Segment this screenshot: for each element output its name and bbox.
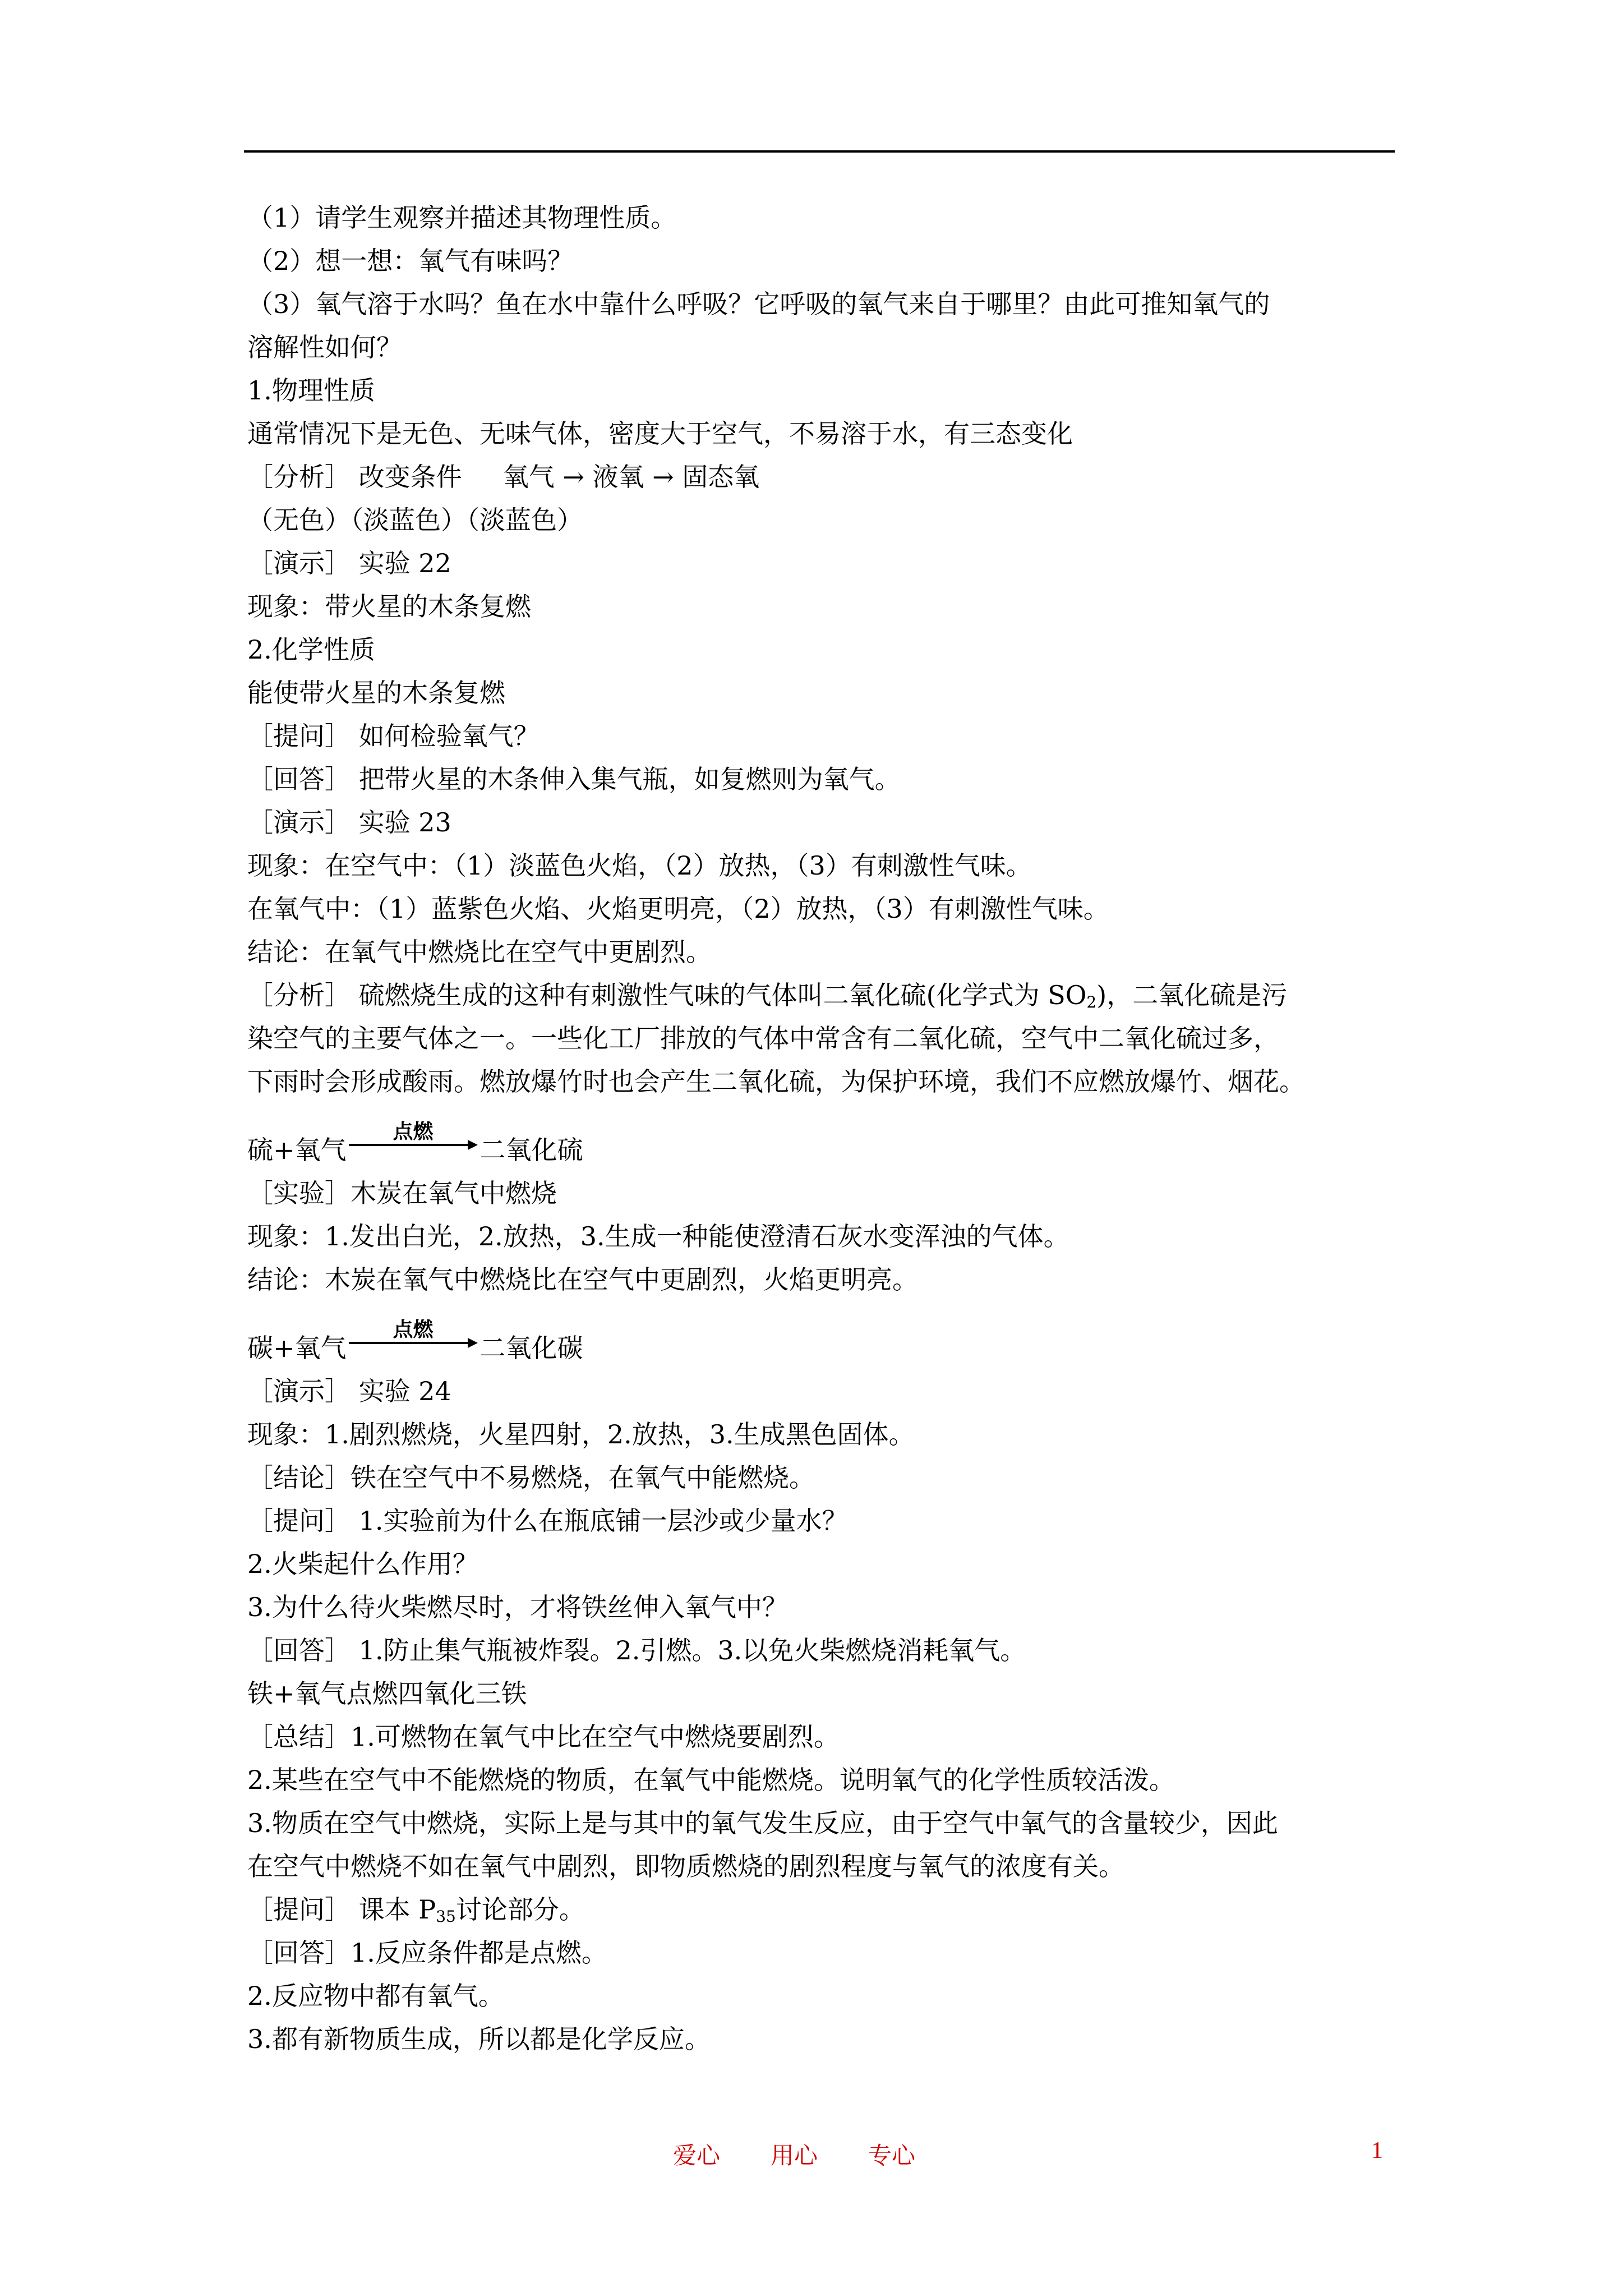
text-line: ［总结］1.可燃物在氧气中比在空气中燃烧要剧烈。 bbox=[247, 1722, 840, 1752]
text-line: ［回答］ 把带火星的木条伸入集气瓶，如复燃则为氧气。 bbox=[247, 764, 901, 794]
textbook-question-text: ［提问］ 课本 P bbox=[247, 1894, 436, 1925]
text-line: ［提问］ 如何检验氧气？ bbox=[247, 721, 540, 751]
arrow-icon bbox=[349, 1337, 478, 1349]
text-line: ［演示］ 实验 24 bbox=[247, 1376, 451, 1406]
equation-reactants: 硫+氧气 bbox=[247, 1135, 347, 1165]
text-line: ［分析］ 改变条件 氧气 → 液氧 → 固态氧 bbox=[247, 462, 760, 492]
text-line: 现象：1.发出白光，2.放热，3.生成一种能使澄清石灰水变浑浊的气体。 bbox=[247, 1221, 1069, 1251]
reaction-condition: 点燃 bbox=[393, 1318, 434, 1341]
text-line: 2.某些在空气中不能燃烧的物质，在氧气中能燃烧。说明氧气的化学性质较活泼。 bbox=[247, 1765, 1175, 1795]
page-number: 1 bbox=[1371, 2138, 1383, 2164]
so2-analysis-text-end: )，二氧化硫是污 bbox=[1096, 980, 1288, 1010]
sulfur-equation bbox=[247, 1120, 1395, 1172]
section-heading-physical: 1.物理性质 bbox=[247, 375, 375, 406]
reaction-arrow bbox=[349, 1120, 478, 1172]
text-line: 染空气的主要气体之一。一些化工厂排放的气体中常含有二氧化硫，空气中二氧化硫过多， bbox=[247, 1023, 1279, 1053]
text-line: 下雨时会形成酸雨。燃放爆竹时也会产生二氧化硫，为保护环境，我们不应燃放爆竹、烟花。 bbox=[247, 1066, 1305, 1097]
equation-product: 二氧化硫 bbox=[479, 1135, 583, 1165]
text-line: 现象：1.剧烈燃烧，火星四射，2.放热，3.生成黑色固体。 bbox=[247, 1419, 915, 1450]
footer-motto-item: 爱心 bbox=[673, 2142, 721, 2169]
equation-reactants: 碳+氧气 bbox=[247, 1333, 347, 1363]
reaction-arrow bbox=[349, 1318, 478, 1370]
textbook-question-line bbox=[247, 1888, 1395, 1931]
text-line: 3.为什么待火柴燃尽时，才将铁丝伸入氧气中？ bbox=[247, 1592, 788, 1622]
arrow-icon bbox=[349, 1139, 478, 1151]
textbook-question-text-end: 讨论部分。 bbox=[455, 1894, 585, 1925]
text-line: （3）氧气溶于水吗？鱼在水中靠什么呼吸？它呼吸的氧气来自于哪里？由此可推知氧气的 bbox=[247, 289, 1270, 319]
text-line: （1）请学生观察并描述其物理性质。 bbox=[247, 203, 677, 233]
text-line: ［演示］ 实验 23 bbox=[247, 807, 451, 838]
text-line: ［实验］木炭在氧气中燃烧 bbox=[247, 1178, 557, 1208]
text-line: ［回答］1.反应条件都是点燃。 bbox=[247, 1938, 607, 1968]
text-line: 溶解性如何？ bbox=[247, 332, 402, 362]
text-line: 现象：在空气中：（1）淡蓝色火焰，（2）放热，（3）有刺激性气味。 bbox=[247, 850, 1032, 881]
text-line: （无色）（淡蓝色）（淡蓝色） bbox=[247, 505, 583, 535]
text-line: ［结论］铁在空气中不易燃烧，在氧气中能燃烧。 bbox=[247, 1462, 815, 1493]
text-line: 结论：在氧气中燃烧比在空气中更剧烈。 bbox=[247, 937, 712, 967]
text-line: 通常情况下是无色、无味气体，密度大于空气，不易溶于水，有三态变化 bbox=[247, 418, 1073, 449]
text-line: ［演示］ 实验 22 bbox=[247, 548, 451, 578]
text-line: ［回答］ 1.防止集气瓶被炸裂。2.引燃。3.以免火柴燃烧消耗氧气。 bbox=[247, 1635, 1026, 1665]
text-line: 3.都有新物质生成，所以都是化学反应。 bbox=[247, 2024, 711, 2054]
text-line: （2）想一想：氧气有味吗？ bbox=[247, 246, 574, 276]
page-subscript: 35 bbox=[436, 1907, 456, 1926]
section-heading-chemical: 2.化学性质 bbox=[247, 634, 375, 665]
equation-product: 二氧化碳 bbox=[479, 1333, 583, 1363]
text-line: 2.反应物中都有氧气。 bbox=[247, 1981, 504, 2011]
text-line: 2.火柴起什么作用？ bbox=[247, 1549, 478, 1579]
text-line: 在空气中燃烧不如在氧气中剧烈，即物质燃烧的剧烈程度与氧气的浓度有关。 bbox=[247, 1851, 1124, 1881]
text-line: 现象：带火星的木条复燃 bbox=[247, 591, 531, 622]
so2-analysis-text: ［分析］ 硫燃烧生成的这种有刺激性气味的气体叫二氧化硫(化学式为 SO bbox=[247, 980, 1087, 1010]
reaction-condition: 点燃 bbox=[393, 1120, 434, 1143]
footer-motto-item: 专心 bbox=[868, 2142, 916, 2169]
text-line: 铁+氧气点燃四氧化三铁 bbox=[247, 1678, 527, 1709]
footer-motto bbox=[673, 2137, 915, 2171]
text-line: ［提问］ 1.实验前为什么在瓶底铺一层沙或少量水？ bbox=[247, 1506, 848, 1536]
text-line: 在氧气中：（1）蓝紫色火焰、火焰更明亮，（2）放热，（3）有刺激性气味。 bbox=[247, 894, 1109, 924]
so2-analysis-line bbox=[247, 974, 1395, 1017]
carbon-equation bbox=[247, 1318, 1395, 1370]
text-line: 能使带火星的木条复燃 bbox=[247, 678, 505, 708]
text-line: 结论：木炭在氧气中燃烧比在空气中更剧烈，火焰更明亮。 bbox=[247, 1264, 918, 1295]
text-line: 3.物质在空气中燃烧，实际上是与其中的氧气发生反应，由于空气中氧气的含量较少，因此 bbox=[247, 1808, 1278, 1838]
so2-subscript: 2 bbox=[1086, 993, 1097, 1011]
header-rule bbox=[244, 150, 1395, 153]
footer-motto-item: 用心 bbox=[771, 2142, 818, 2169]
body-text bbox=[247, 196, 1395, 2061]
